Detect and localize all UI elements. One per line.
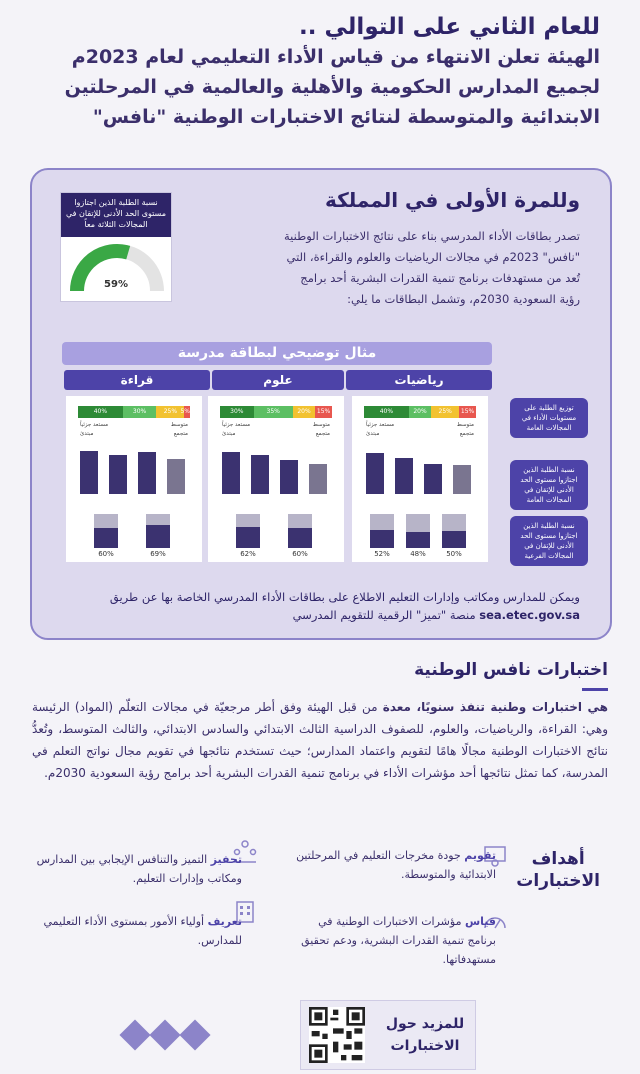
subject-panel-reading bbox=[66, 396, 202, 562]
card-description: تصدر بطاقات الأداء المدرسي بناء على نتائج الاختبارات الوطنية "نافس" 2023م في مجالات الرياضيات والعلوم والقراءة، التي تُعد من مستهدفات برنامج تنمية القدرات البشرية أحد برامج رؤية السعودية 2030م، وتشمل البطاقات ما يلي: bbox=[283, 229, 580, 306]
header-line-2: الهيئة تعلن الانتهاء من قياس الأداء التعليمي لعام 2023م bbox=[71, 46, 600, 68]
sub-domain-cylinder bbox=[442, 514, 466, 558]
availability-text bbox=[60, 588, 580, 624]
legend-entry: مبتدئ bbox=[222, 431, 236, 437]
general-bar bbox=[309, 464, 327, 494]
general-bar bbox=[109, 455, 127, 494]
header-line-4: الابتدائية والمتوسطة لنتائج الاختبارات الوطنية "نافس" bbox=[92, 106, 600, 128]
cylinder-label: 52% bbox=[374, 550, 390, 558]
distribution-segment: 20% bbox=[409, 406, 431, 418]
sub-domain-cylinder bbox=[406, 514, 430, 558]
header-line-1: للعام الثاني على التوالي .. bbox=[299, 14, 600, 40]
row-label-sub: نسبة الطلبة الذين اجتازوا مستوى الحد الأدنى للإتقان في المجالات الفرعية bbox=[510, 516, 588, 566]
cylinder-fill bbox=[146, 525, 170, 548]
legend-entry: متوسط bbox=[312, 422, 330, 428]
subject-science-header: علوم bbox=[212, 370, 344, 390]
availability-line-1: ويمكن للمدارس ومكاتب وإدارات التعليم الاطلاع على بطاقات الأداء المدرسي الخاصة بها عن طريق bbox=[109, 590, 580, 604]
diamond-decoration bbox=[149, 1019, 180, 1050]
sub-domain-cylinder bbox=[236, 514, 260, 558]
etec-link[interactable]: sea.etec.gov.sa bbox=[479, 608, 580, 622]
distribution-segment: 5% bbox=[184, 406, 190, 418]
cylinder-fill bbox=[288, 528, 312, 548]
goal-evaluate-text: جودة مخرجات التعليم في المرحلتين الابتدائية والمتوسطة. bbox=[296, 849, 496, 881]
legend-entry: متوسط bbox=[170, 422, 188, 428]
section-underline bbox=[582, 688, 608, 691]
cylinder-label: 48% bbox=[410, 550, 426, 558]
cylinder-label: 60% bbox=[98, 550, 114, 558]
subject-math-header: رياضيات bbox=[346, 370, 492, 390]
sub-domain-cylinder bbox=[370, 514, 394, 558]
goals-title-line-1: أهداف bbox=[531, 849, 585, 869]
section-body-text: من قبل الهيئة وفق أطر مرجعيّة في مجالات التعلّم (المواد) الرئيسة وهي: القراءة، والرياضيات، والعلوم، للصفوف الدراسية الثالث الابتدائي والسادس الابتدائي، والثالث المتوسط، وتُعدُّ نتائج الاختبارات الوطنية مجالًا هامًا لتقويم واعتماد المدارس؛ حيث تستخدم نتائجها في تقويم مجال نواتج التعلم في المدرسة، كما تمثل نتائجها أحد مؤشرات الأداء في برنامج تنمية القدرات البشرية أحد برامج رؤية السعودية 2030م. bbox=[32, 700, 608, 780]
goal-evaluate-bold: تقويم bbox=[464, 849, 496, 862]
panel-legend bbox=[366, 422, 474, 442]
distribution-segment: 15% bbox=[459, 406, 476, 418]
legend-entry: مستعد جزئياً bbox=[80, 422, 109, 428]
sample-title: مثال توضيحي لبطاقة مدرسة bbox=[62, 342, 492, 365]
goal-motivate bbox=[36, 850, 242, 888]
general-bar bbox=[395, 458, 413, 494]
goal-motivate-bold: تحفيز bbox=[210, 853, 242, 866]
goal-measure-text: مؤشرات الاختبارات الوطنية في برنامج تنمية القدرات البشرية، ودعم تحقيق مستهدفاتها. bbox=[301, 915, 496, 966]
goals-title bbox=[516, 848, 600, 892]
more-info-line-2: الاختبارات bbox=[390, 1038, 460, 1054]
cylinder-label: 62% bbox=[240, 550, 256, 558]
legend-entry: متجمع bbox=[459, 431, 474, 437]
diamond-decoration bbox=[179, 1019, 210, 1050]
general-bar bbox=[222, 452, 240, 494]
general-bar bbox=[80, 451, 98, 494]
goal-evaluate bbox=[290, 846, 496, 884]
row-label-general: نسبة الطلبة الذين اجتازوا مستوى الحد الأدنى للإتقان في المجالات العامة bbox=[510, 460, 588, 510]
cylinder-fill bbox=[442, 531, 466, 548]
sub-domain-cylinder bbox=[94, 514, 118, 558]
goal-measure bbox=[290, 912, 496, 969]
distribution-segment: 25% bbox=[431, 406, 459, 418]
qr-code-icon[interactable] bbox=[309, 1007, 365, 1063]
distribution-segment: 30% bbox=[123, 406, 157, 418]
goal-motivate-text: التميز والتنافس الإيجابي بين المدارس ومكاتب وإدارات التعليم. bbox=[36, 853, 242, 885]
goal-measure-bold: قياس bbox=[464, 915, 496, 928]
distribution-segment: 40% bbox=[364, 406, 409, 418]
distribution-segment: 40% bbox=[78, 406, 123, 418]
sub-domain-cylinder bbox=[146, 514, 170, 558]
general-bar bbox=[424, 464, 442, 494]
more-info-box[interactable] bbox=[300, 1000, 476, 1070]
panel-legend bbox=[222, 422, 330, 442]
cylinder-label: 50% bbox=[446, 550, 462, 558]
goal-inform-text: أولياء الأمور بمستوى الأداء التعليمي للمدارس. bbox=[43, 915, 242, 947]
general-bar bbox=[453, 465, 471, 494]
general-bar bbox=[138, 452, 156, 494]
general-bar bbox=[251, 455, 269, 494]
more-info-text bbox=[385, 1013, 465, 1057]
cylinder-fill bbox=[406, 532, 430, 548]
gauge-value: 59% bbox=[104, 279, 128, 290]
cylinder-fill bbox=[370, 530, 394, 548]
goals-title-line-2: الاختبارات bbox=[516, 871, 600, 891]
distribution-segment: 15% bbox=[315, 406, 332, 418]
legend-entry: مستعد جزئياً bbox=[222, 422, 251, 428]
panel-legend bbox=[80, 422, 188, 442]
distribution-segment: 35% bbox=[254, 406, 293, 418]
info-card bbox=[30, 168, 612, 640]
cylinder-fill bbox=[236, 527, 260, 548]
distribution-segment: 25% bbox=[156, 406, 184, 418]
row-label-distribution: توزيع الطلبة على مستويات الأداء في المجالات العامة bbox=[510, 398, 588, 438]
subject-panel-math bbox=[352, 396, 488, 562]
cylinder-fill bbox=[94, 528, 118, 548]
cylinder-label: 60% bbox=[292, 550, 308, 558]
page-header bbox=[0, 0, 640, 160]
cylinder-label: 69% bbox=[150, 550, 166, 558]
legend-entry: مبتدئ bbox=[366, 431, 380, 437]
section-body bbox=[32, 696, 608, 784]
legend-entry: متجمع bbox=[173, 431, 188, 437]
legend-entry: متوسط bbox=[456, 422, 474, 428]
mini-card-heading: نسبة الطلبة الذين اجتازوا مستوى الحد الأدنى للإتقان في المجالات الثلاثة معاً bbox=[61, 193, 171, 237]
distribution-segment: 30% bbox=[220, 406, 254, 418]
availability-line-2: منصة "تميز" الرقمية للتقويم المدرسي bbox=[292, 608, 476, 622]
header-line-3: لجميع المدارس الحكومية والأهلية والعالمية في المرحلتين bbox=[64, 76, 600, 98]
subject-panel-science bbox=[208, 396, 344, 562]
goal-inform-bold: تعريف bbox=[207, 915, 242, 928]
section-title: اختبارات نافس الوطنية bbox=[414, 660, 608, 680]
card-title: وللمرة الأولى في المملكة bbox=[324, 188, 580, 212]
section-body-bold: هي اختبارات وطنية تنفذ سنويًا، معدة bbox=[382, 700, 608, 714]
diamond-decoration bbox=[119, 1019, 150, 1050]
goal-inform bbox=[36, 912, 242, 950]
mini-gauge-card bbox=[60, 192, 172, 302]
general-bar bbox=[366, 453, 384, 494]
sub-domain-cylinder bbox=[288, 514, 312, 558]
legend-entry: متجمع bbox=[315, 431, 330, 437]
distribution-segment: 20% bbox=[293, 406, 315, 418]
general-bar bbox=[167, 459, 185, 494]
general-bar bbox=[280, 460, 298, 494]
subject-reading-header: قراءة bbox=[64, 370, 210, 390]
more-info-line-1: للمزيد حول bbox=[385, 1016, 465, 1032]
legend-entry: مستعد جزئياً bbox=[366, 422, 395, 428]
legend-entry: مبتدئ bbox=[80, 431, 94, 437]
